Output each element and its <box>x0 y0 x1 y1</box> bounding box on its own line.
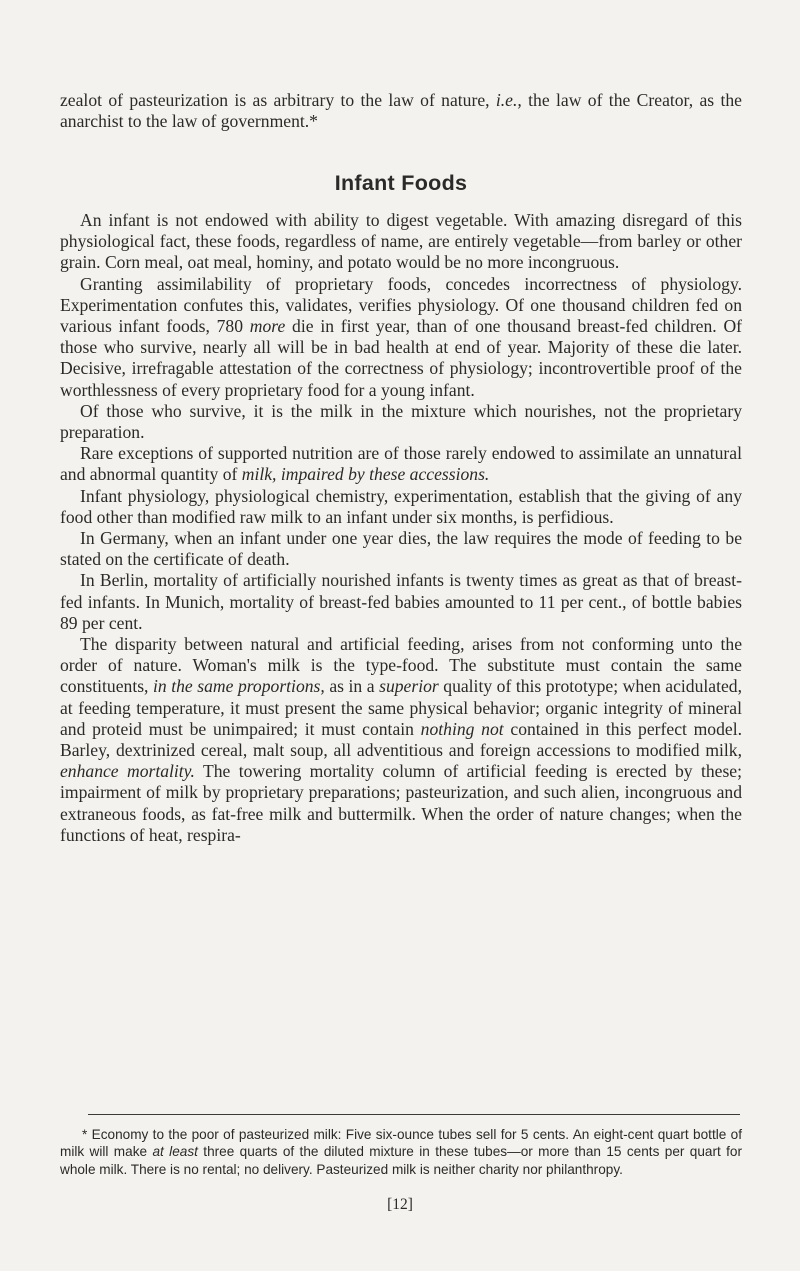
text-run: Rare exceptions of supported nutrition are of those rarely endowed to assimilate an unnatural and abnormal quantity of <box>60 443 742 485</box>
paragraph <box>60 210 742 274</box>
footnote-marker: * <box>82 1127 92 1142</box>
paragraph <box>60 443 742 485</box>
footnote <box>60 1126 742 1178</box>
section-heading: Infant Foods <box>334 171 468 195</box>
text-run: An infant is not endowed with ability to digest vegetable. With amazing disregard of this physiological fact, these foods, regardless of name, are entirely vegetable—from barley or other grain. Corn meal, oat meal, hominy, and potato would be no more incongruous. <box>60 210 742 273</box>
text-run: zealot of pasteurization is as arbitrary to the law of nature, <box>60 90 496 110</box>
text-run: the law of the Creator, as the anarchist to the law of government.* <box>60 90 742 132</box>
text-run: contained in this perfect model. Barley, dextrinized cereal, malt soup, all adventitious and foreign accessions to modified milk, <box>60 718 742 761</box>
text-run: as in a <box>324 676 380 697</box>
italic-run: more <box>249 316 286 337</box>
text-run: Granting assimilability of proprietary foods, concedes incorrectness of physiology. Experimentation confutes this, validates, verifies physiology. Of one thousand children fed on various infant foods, 780 <box>60 273 742 337</box>
paragraph <box>60 528 742 570</box>
continuation-text <box>60 90 742 132</box>
page-number: [12] <box>387 1196 413 1213</box>
text-run: three quarts of the diluted mixture in these tubes—or more than 15 cents per quart for whole milk. There is no rental; no delivery. Pasteurized milk is neither charity nor philanthropy. <box>60 1144 743 1177</box>
italic-run: i.e., <box>495 90 522 110</box>
text-run: The towering mortality column of artificial feeding is erected by these; impairment of milk by proprietary preparations; pasteurization, and such alien, incongruous and extraneous foods, as fat-free milk and buttermilk. When the order of nature changes; when the functions of heat, respira- <box>60 761 742 845</box>
text-run: Infant physiology, physiological chemistry, experimentation, establish that the giving of any food other than modified raw milk to an infant under six months, is perfidious. <box>60 485 742 527</box>
paragraph <box>60 274 742 401</box>
footnote-divider <box>88 1114 740 1115</box>
text-run: The disparity between natural and artificial feeding, arises from not conforming unto the order of nature. Woman's milk is the type-food. The substitute must contain the same constituents, <box>60 634 742 697</box>
italic-run: milk, impaired by these accessions. <box>241 464 490 485</box>
italic-run: in the same proportions, <box>153 676 325 697</box>
footnote-paragraph <box>60 1126 742 1178</box>
text-run: quality of this prototype; when acidulated, at feeding temperature, it must present the same physical behavior; organic integrity of mineral and proteid must be unimpaired; it must contain <box>60 676 742 739</box>
paragraph <box>60 486 742 528</box>
paragraph <box>60 570 742 634</box>
italic-run: at least <box>152 1144 198 1160</box>
continuation-paragraph <box>60 90 742 132</box>
text-run: Economy to the poor of pasteurized milk: Five six-ounce tubes sell for 5 cents. An eight-cent quart bottle of milk will make <box>60 1127 742 1160</box>
text-run: die in first year, than of one thousand breast-fed children. Of those who survive, nearly all will be in bad health at end of year. Majority of these die later. Decisive, irrefragable attestation of the correctness of physiology; incontrovertible proof of the worthlessness of every proprietary food for a young infant. <box>60 316 743 400</box>
italic-run: superior <box>379 676 439 697</box>
text-run: In Germany, when an infant under one year dies, the law requires the mode of feeding to be stated on the certificate of death. <box>60 528 742 570</box>
body-text <box>60 210 742 846</box>
italic-run: nothing not <box>420 718 504 739</box>
italic-run: enhance mortality. <box>60 761 195 782</box>
text-run: Of those who survive, it is the milk in the mixture which nourishes, not the proprietary preparation. <box>60 400 742 443</box>
paragraph <box>60 401 742 443</box>
text-run: In Berlin, mortality of artificially nourished infants is twenty times as great as that of breast-fed infants. In Munich, mortality of breast-fed babies amounted to 11 per cent., of bottle babies 89 per cent. <box>60 570 742 633</box>
paragraph <box>60 634 742 846</box>
